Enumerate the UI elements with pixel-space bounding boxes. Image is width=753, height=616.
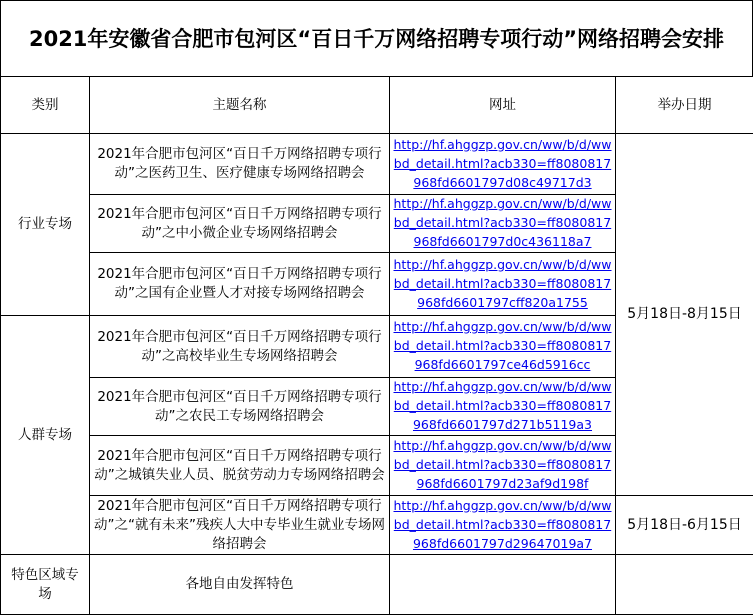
url-link[interactable]: http://hf.ahggzp.gov.cn/ww/b/d/wwbd_detail.html?acb330=ff8080817968fd6601797d271b5119a3: [393, 379, 612, 432]
table-row: [1, 134, 753, 195]
date-main: 5月18日-8月15日: [616, 134, 753, 496]
topic-name: 2021年合肥市包河区“百日千万网络招聘专项行动”之国有企业暨人才对接专场网络招聘会: [90, 253, 390, 316]
header-url: 网址: [390, 77, 616, 134]
table-header-row: [1, 77, 753, 134]
url-link[interactable]: http://hf.ahggzp.gov.cn/ww/b/d/wwbd_detail.html?acb330=ff8080817968fd6601797d23af9d198f: [393, 438, 612, 491]
category-industry: 行业专场: [1, 134, 90, 316]
topic-name: 2021年合肥市包河区“百日千万网络招聘专项行动”之中小微企业专场网络招聘会: [90, 195, 390, 253]
url-cell: [390, 195, 616, 253]
url-link[interactable]: http://hf.ahggzp.gov.cn/ww/b/d/wwbd_detail.html?acb330=ff8080817968fd6601797cff820a1755: [393, 256, 612, 310]
url-link[interactable]: http://hf.ahggzp.gov.cn/ww/b/d/wwbd_detail.html?acb330=ff8080817968fd6601797ce46d5916cc: [393, 319, 612, 372]
category-region: 特色区域专场: [1, 555, 90, 615]
date-disability: 5月18日-6月15日: [616, 496, 753, 555]
topic-name: 2021年合肥市包河区“百日千万网络招聘专项行动”之城镇失业人员、脱贫劳动力专场网络招聘会: [90, 436, 390, 496]
url-cell: [390, 134, 616, 195]
url-cell: [390, 253, 616, 316]
table-row: [1, 496, 753, 555]
url-link[interactable]: http://hf.ahggzp.gov.cn/ww/b/d/wwbd_detail.html?acb330=ff8080817968fd6601797d29647019a7: [393, 497, 612, 551]
url-link[interactable]: http://hf.ahggzp.gov.cn/ww/b/d/wwbd_detail.html?acb330=ff8080817968fd6601797d0c436118a7: [393, 196, 612, 249]
url-cell: [390, 378, 616, 436]
topic-name: 各地自由发挥特色: [90, 555, 390, 615]
topic-name: 2021年合肥市包河区“百日千万网络招聘专项行动”之高校毕业生专场网络招聘会: [90, 316, 390, 378]
category-population: 人群专场: [1, 316, 90, 555]
header-category: 类别: [1, 77, 90, 134]
url-cell: [390, 496, 616, 555]
table-row: [1, 555, 753, 615]
topic-name: 2021年合肥市包河区“百日千万网络招聘专项行动”之医药卫生、医疗健康专场网络招聘会: [90, 134, 390, 195]
topic-name: 2021年合肥市包河区“百日千万网络招聘专项行动”之“就有未来”残疾人大中专毕业生就业专场网络招聘会: [90, 496, 390, 555]
url-cell: [390, 316, 616, 378]
url-cell: [390, 555, 616, 615]
date-region: [616, 555, 753, 615]
topic-name: 2021年合肥市包河区“百日千万网络招聘专项行动”之农民工专场网络招聘会: [90, 378, 390, 436]
document-title: 2021年安徽省合肥市包河区“百日千万网络招聘专项行动”网络招聘会安排: [0, 0, 753, 76]
header-date: 举办日期: [616, 77, 753, 134]
url-cell: [390, 436, 616, 496]
schedule-table: [0, 76, 753, 615]
url-link[interactable]: http://hf.ahggzp.gov.cn/ww/b/d/wwbd_detail.html?acb330=ff8080817968fd6601797d08c49717d3: [393, 136, 612, 190]
header-topic: 主题名称: [90, 77, 390, 134]
